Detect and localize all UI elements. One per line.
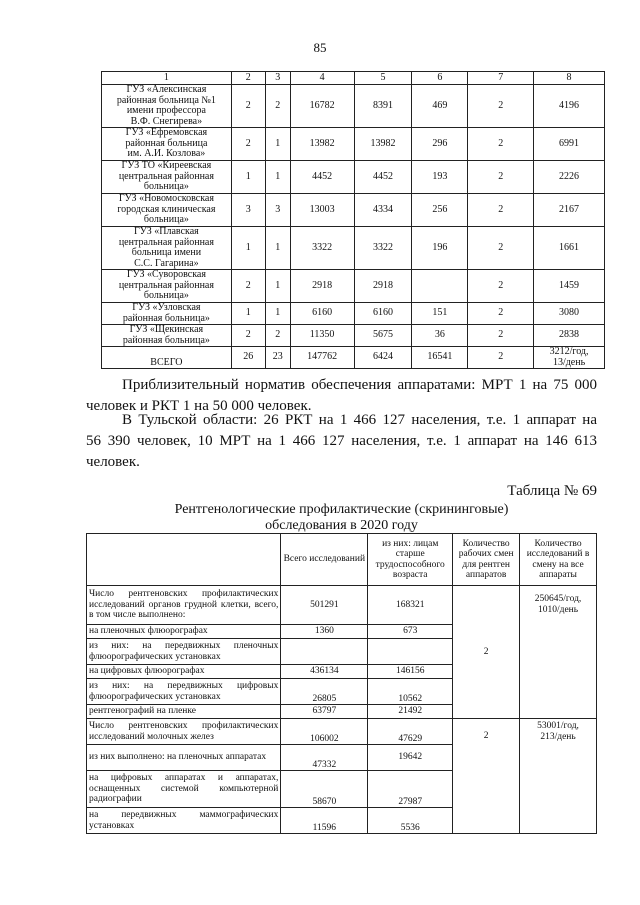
table-cell: 2 xyxy=(468,325,534,347)
table-row xyxy=(102,227,605,270)
table-cell: 2918 xyxy=(354,270,412,303)
table-cell: 3212/год, 13/день xyxy=(534,347,605,369)
table-cell: 1 xyxy=(265,128,290,161)
table-cell: 16541 xyxy=(412,347,468,369)
table-cell: 256 xyxy=(412,194,468,227)
table-cell: 27987 xyxy=(368,771,453,808)
table-cell: 151 xyxy=(412,303,468,325)
column-header xyxy=(87,534,281,586)
shifts-cell: 2 xyxy=(453,586,520,719)
column-header: 1 xyxy=(102,72,232,85)
table-cell: 2 xyxy=(231,325,265,347)
table-cell: 6424 xyxy=(354,347,412,369)
table-cell: 2 xyxy=(468,227,534,270)
table-cell: 3322 xyxy=(290,227,354,270)
table-cell xyxy=(281,639,368,665)
row-label: на цифровых аппаратах и аппаратах, оснащенных системой компьютерной радиографии xyxy=(87,771,281,808)
table-cell: 147762 xyxy=(290,347,354,369)
table-row xyxy=(87,719,597,745)
column-header: 4 xyxy=(290,72,354,85)
table-header-row xyxy=(102,72,605,85)
table-row xyxy=(102,161,605,194)
column-header: 3 xyxy=(265,72,290,85)
table-cell: 58670 xyxy=(281,771,368,808)
table-cell: 3080 xyxy=(534,303,605,325)
hospital-name: ГУЗ «Алексинская районная больница №1 имени профессора В.Ф. Снегирева» xyxy=(102,85,232,128)
column-header: Всего исследований xyxy=(281,534,368,586)
table-cell: 5536 xyxy=(368,808,453,834)
table-row xyxy=(102,325,605,347)
table-cell: 196 xyxy=(412,227,468,270)
table-cell: 2 xyxy=(265,325,290,347)
region-paragraph: В Тульской области: 26 РКТ на 1 466 127 населения, т.е. 1 аппарат на 56 390 человек, 10 МРТ на 1 466 127 населения, т.е. 1 аппарат на 146 613 человек. xyxy=(86,412,597,470)
table-cell: 1459 xyxy=(534,270,605,303)
table-cell: 1 xyxy=(265,270,290,303)
table-cell: 1 xyxy=(231,227,265,270)
per-shift-cell: 250645/год, 1010/день xyxy=(520,586,597,719)
table-title: Рентгенологические профилактические (скрининговые) обследования в 2020 году xyxy=(174,502,509,533)
table-cell: 3 xyxy=(231,194,265,227)
table-cell: 3322 xyxy=(354,227,412,270)
table-cell: 2838 xyxy=(534,325,605,347)
screening-table xyxy=(86,533,597,834)
table-row xyxy=(102,303,605,325)
hospital-equipment-table xyxy=(101,71,605,369)
table-cell: 469 xyxy=(412,85,468,128)
table-cell: 2 xyxy=(468,194,534,227)
table-cell: 8391 xyxy=(354,85,412,128)
table-cell: 1 xyxy=(231,161,265,194)
table-cell: 4334 xyxy=(354,194,412,227)
table-cell: 5675 xyxy=(354,325,412,347)
hospital-name: ГУЗ «Ефремовская районная больница им. А.И. Козлова» xyxy=(102,128,232,161)
hospital-name: ГУЗ ТО «Киреевская центральная районная больница» xyxy=(102,161,232,194)
table-cell: 1360 xyxy=(281,625,368,639)
column-header: 8 xyxy=(534,72,605,85)
column-header: 5 xyxy=(354,72,412,85)
table-cell: 673 xyxy=(368,625,453,639)
table-cell: 2 xyxy=(468,270,534,303)
row-label: Число рентгеновских профилактических исследований органов грудной клетки, всего, в том числе выполнено: xyxy=(87,586,281,625)
table-cell: 4452 xyxy=(290,161,354,194)
column-header: Количество рабочих смен для рентген аппаратов xyxy=(453,534,520,586)
table-cell: 13003 xyxy=(290,194,354,227)
row-label: на передвижных маммографических установках xyxy=(87,808,281,834)
table-cell: 26 xyxy=(231,347,265,369)
total-row xyxy=(102,347,605,369)
table-cell: 16782 xyxy=(290,85,354,128)
norms-paragraph: Приблизительный норматив обеспечения аппаратами: МРТ 1 на 75 000 человек и РКТ 1 на 50 000 человек. xyxy=(86,377,597,414)
table-cell: 2 xyxy=(468,303,534,325)
table-cell: 36 xyxy=(412,325,468,347)
table-cell: 2 xyxy=(468,161,534,194)
table-cell: 168321 xyxy=(368,586,453,625)
row-label: на пленочных флюорографах xyxy=(87,625,281,639)
table-cell: 106002 xyxy=(281,719,368,745)
per-shift-cell: 53001/год, 213/день xyxy=(520,719,597,834)
table-cell: 26805 xyxy=(281,679,368,705)
table-row xyxy=(87,586,597,625)
row-label: из них выполнено: на пленочных аппаратах xyxy=(87,745,281,771)
column-header: 7 xyxy=(468,72,534,85)
table-cell: 10562 xyxy=(368,679,453,705)
hospital-name: ГУЗ «Плавская центральная районная больница имени С.С. Гагарина» xyxy=(102,227,232,270)
table-cell: 47332 xyxy=(281,745,368,771)
table-cell: 19642 xyxy=(368,745,453,771)
table-row xyxy=(102,270,605,303)
table-cell: 2 xyxy=(265,85,290,128)
hospital-name: ГУЗ «Суворовская центральная районная больница» xyxy=(102,270,232,303)
table-cell: 1 xyxy=(265,227,290,270)
row-label: Число рентгеновских профилактических исследований молочных желез xyxy=(87,719,281,745)
table-cell: 2167 xyxy=(534,194,605,227)
table-cell: 6160 xyxy=(290,303,354,325)
table-cell: 2 xyxy=(231,128,265,161)
table-cell: 6160 xyxy=(354,303,412,325)
row-label: из них: на передвижных пленочных флюорографических установках xyxy=(87,639,281,665)
table-row xyxy=(102,85,605,128)
table-cell: 436134 xyxy=(281,665,368,679)
table-cell: 1661 xyxy=(534,227,605,270)
shifts-cell: 2 xyxy=(453,719,520,834)
table-cell: 1 xyxy=(265,303,290,325)
table-cell: 1 xyxy=(231,303,265,325)
table-cell: 2918 xyxy=(290,270,354,303)
table-cell: 296 xyxy=(412,128,468,161)
table-cell: 1 xyxy=(265,161,290,194)
table-cell: 4452 xyxy=(354,161,412,194)
hospital-name: ГУЗ «Щекинская районная больница» xyxy=(102,325,232,347)
table-cell: 2 xyxy=(468,85,534,128)
table-label: Таблица № 69 xyxy=(507,483,597,499)
column-header: 2 xyxy=(231,72,265,85)
table-cell: 2 xyxy=(468,128,534,161)
column-header: Количество исследований в смену на все аппараты xyxy=(520,534,597,586)
table-cell: 21492 xyxy=(368,705,453,719)
table-cell: 146156 xyxy=(368,665,453,679)
hospital-name: ГУЗ «Новомосковская городская клиническая больница» xyxy=(102,194,232,227)
table-cell: 47629 xyxy=(368,719,453,745)
table-cell: 13982 xyxy=(290,128,354,161)
table-cell: 501291 xyxy=(281,586,368,625)
page-number: 85 xyxy=(313,40,327,55)
table-row xyxy=(102,194,605,227)
row-label: из них: на передвижных цифровых флюорографических установках xyxy=(87,679,281,705)
table-cell: 2 xyxy=(468,347,534,369)
table-cell: 11350 xyxy=(290,325,354,347)
table-cell: 3 xyxy=(265,194,290,227)
table-cell: 2 xyxy=(231,270,265,303)
table-cell: 4196 xyxy=(534,85,605,128)
table-cell: 2226 xyxy=(534,161,605,194)
hospital-name: ГУЗ «Узловская районная больница» xyxy=(102,303,232,325)
table-cell: 193 xyxy=(412,161,468,194)
table-header-row xyxy=(87,534,597,586)
table-cell: 63797 xyxy=(281,705,368,719)
column-header: 6 xyxy=(412,72,468,85)
table-cell: 6991 xyxy=(534,128,605,161)
table-cell: 11596 xyxy=(281,808,368,834)
table-row xyxy=(102,128,605,161)
table-cell: 23 xyxy=(265,347,290,369)
table-cell xyxy=(412,270,468,303)
table-cell: 13982 xyxy=(354,128,412,161)
row-label: рентгенографий на пленке xyxy=(87,705,281,719)
column-header: из них: лицам старше трудоспособного возраста xyxy=(368,534,453,586)
table-cell: 2 xyxy=(231,85,265,128)
table-cell xyxy=(368,639,453,665)
total-label: ВСЕГО xyxy=(102,347,232,369)
row-label: на цифровых флюорографах xyxy=(87,665,281,679)
